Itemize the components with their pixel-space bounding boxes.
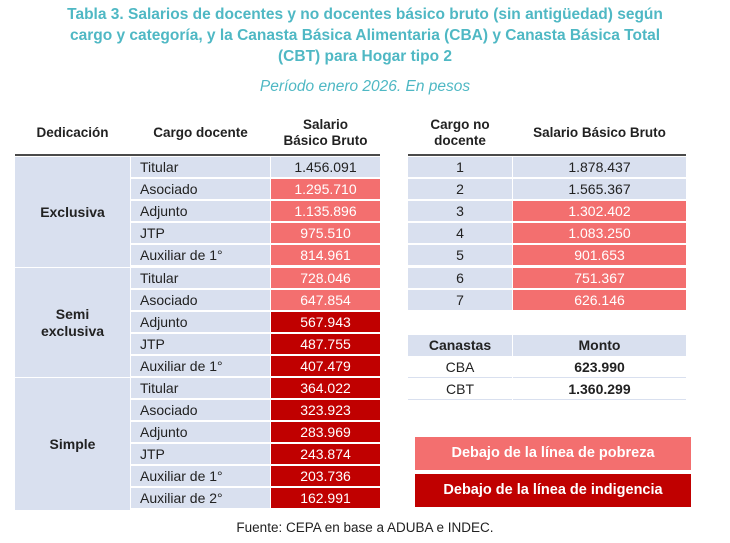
canasta-monto: 623.990	[513, 357, 686, 378]
table-row-salario: 407.479	[271, 356, 380, 377]
table-row-categoria: 6	[408, 268, 512, 289]
dedicacion-semi-exclusiva	[15, 268, 130, 377]
table-row-salario: 728.046	[271, 268, 380, 289]
header-rule-right	[408, 154, 686, 156]
source-note: Fuente: CEPA en base a ADUBA e INDEC.	[236, 520, 494, 535]
table-row-salario-no-docente: 751.367	[513, 268, 686, 289]
table-row-cargo: Asociado	[131, 400, 270, 421]
table-row-salario: 814.961	[271, 245, 380, 266]
table-row-salario-no-docente: 1.302.402	[513, 201, 686, 222]
table-row-cargo: JTP	[131, 444, 270, 465]
table-row-salario: 487.755	[271, 334, 380, 355]
table-title	[0, 4, 730, 67]
table-row-salario-no-docente: 626.146	[513, 290, 686, 311]
header-salario-docente	[271, 113, 380, 153]
header-dedicacion: Dedicación	[36, 125, 109, 140]
table-row-cargo: JTP	[131, 223, 270, 244]
table-row-cargo: Titular	[131, 157, 270, 178]
table-row-salario: 323.923	[271, 400, 380, 421]
table-row-salario: 364.022	[271, 378, 380, 399]
table-row-salario: 243.874	[271, 444, 380, 465]
header-cargo-no-line-2: docente	[434, 133, 486, 148]
header-salario-line-1: Salario	[302, 117, 349, 132]
table-row-salario-no-docente: 1.878.437	[513, 157, 686, 178]
table-row-categoria: 1	[408, 157, 512, 178]
dedicacion-semi-line-2: exclusiva	[40, 322, 105, 339]
table-row-cargo: Adjunto	[131, 422, 270, 443]
title-line-3: (CBT) para Hogar tipo 2	[278, 48, 452, 65]
table-row-cargo: Adjunto	[131, 201, 270, 222]
table-subtitle: Período enero 2026. En pesos	[259, 78, 471, 95]
dedicacion-simple: Simple	[15, 378, 130, 510]
dedicacion-semi-line-1: Semi	[55, 305, 90, 322]
table-row-categoria: 3	[408, 201, 512, 222]
title-line-2: cargo y categoría, y la Canasta Básica Alimentaria (CBA) y Canasta Básica Total	[69, 27, 661, 44]
legend-indigencia: Debajo de la línea de indigencia	[415, 474, 691, 507]
header-cargo-no-line-1: Cargo no	[430, 117, 490, 132]
table-row-categoria: 2	[408, 179, 512, 200]
canasta-nombre: CBA	[408, 357, 512, 378]
table-row-salario: 283.969	[271, 422, 380, 443]
table-row-cargo: Auxiliar de 1°	[131, 466, 270, 487]
table-row-cargo: Auxiliar de 1°	[131, 356, 270, 377]
table-row-cargo: Asociado	[131, 179, 270, 200]
canasta-nombre: CBT	[408, 379, 512, 400]
table-row-salario: 567.943	[271, 312, 380, 333]
header-salario-line-2: Básico Bruto	[283, 133, 368, 148]
header-rule-left	[15, 154, 380, 156]
table-row-cargo: JTP	[131, 334, 270, 355]
table-row-cargo: Titular	[131, 268, 270, 289]
table-row-cargo: Titular	[131, 378, 270, 399]
table-row-categoria: 7	[408, 290, 512, 311]
table-row-categoria: 5	[408, 245, 512, 266]
legend-pobreza: Debajo de la línea de pobreza	[415, 437, 691, 470]
table-row-cargo: Auxiliar de 2°	[131, 488, 270, 509]
table-row-salario: 1.295.710	[271, 179, 380, 200]
header-salario-no-docente: Salario Básico Bruto	[533, 125, 666, 140]
title-line-1: Tabla 3. Salarios de docentes y no docentes básico bruto (sin antigüedad) según	[67, 6, 663, 23]
table-row-salario-no-docente: 1.083.250	[513, 223, 686, 244]
table-row-categoria: 4	[408, 223, 512, 244]
table-row-salario: 1.135.896	[271, 201, 380, 222]
header-canastas: Canastas	[408, 335, 512, 356]
table-row-cargo: Adjunto	[131, 312, 270, 333]
table-row-salario: 1.456.091	[271, 157, 380, 178]
table-row-cargo: Asociado	[131, 290, 270, 311]
header-cargo-docente: Cargo docente	[153, 125, 248, 140]
header-monto: Monto	[513, 335, 686, 356]
table-row-salario: 203.736	[271, 466, 380, 487]
table-row-salario-no-docente: 901.653	[513, 245, 686, 266]
table-row-salario: 647.854	[271, 290, 380, 311]
dedicacion-exclusiva: Exclusiva	[15, 157, 130, 267]
table-row-salario: 975.510	[271, 223, 380, 244]
table-row-salario-no-docente: 1.565.367	[513, 179, 686, 200]
table-row-salario: 162.991	[271, 488, 380, 509]
canasta-monto: 1.360.299	[513, 379, 686, 400]
table-row-cargo: Auxiliar de 1°	[131, 245, 270, 266]
header-cargo-no-docente	[408, 113, 512, 153]
